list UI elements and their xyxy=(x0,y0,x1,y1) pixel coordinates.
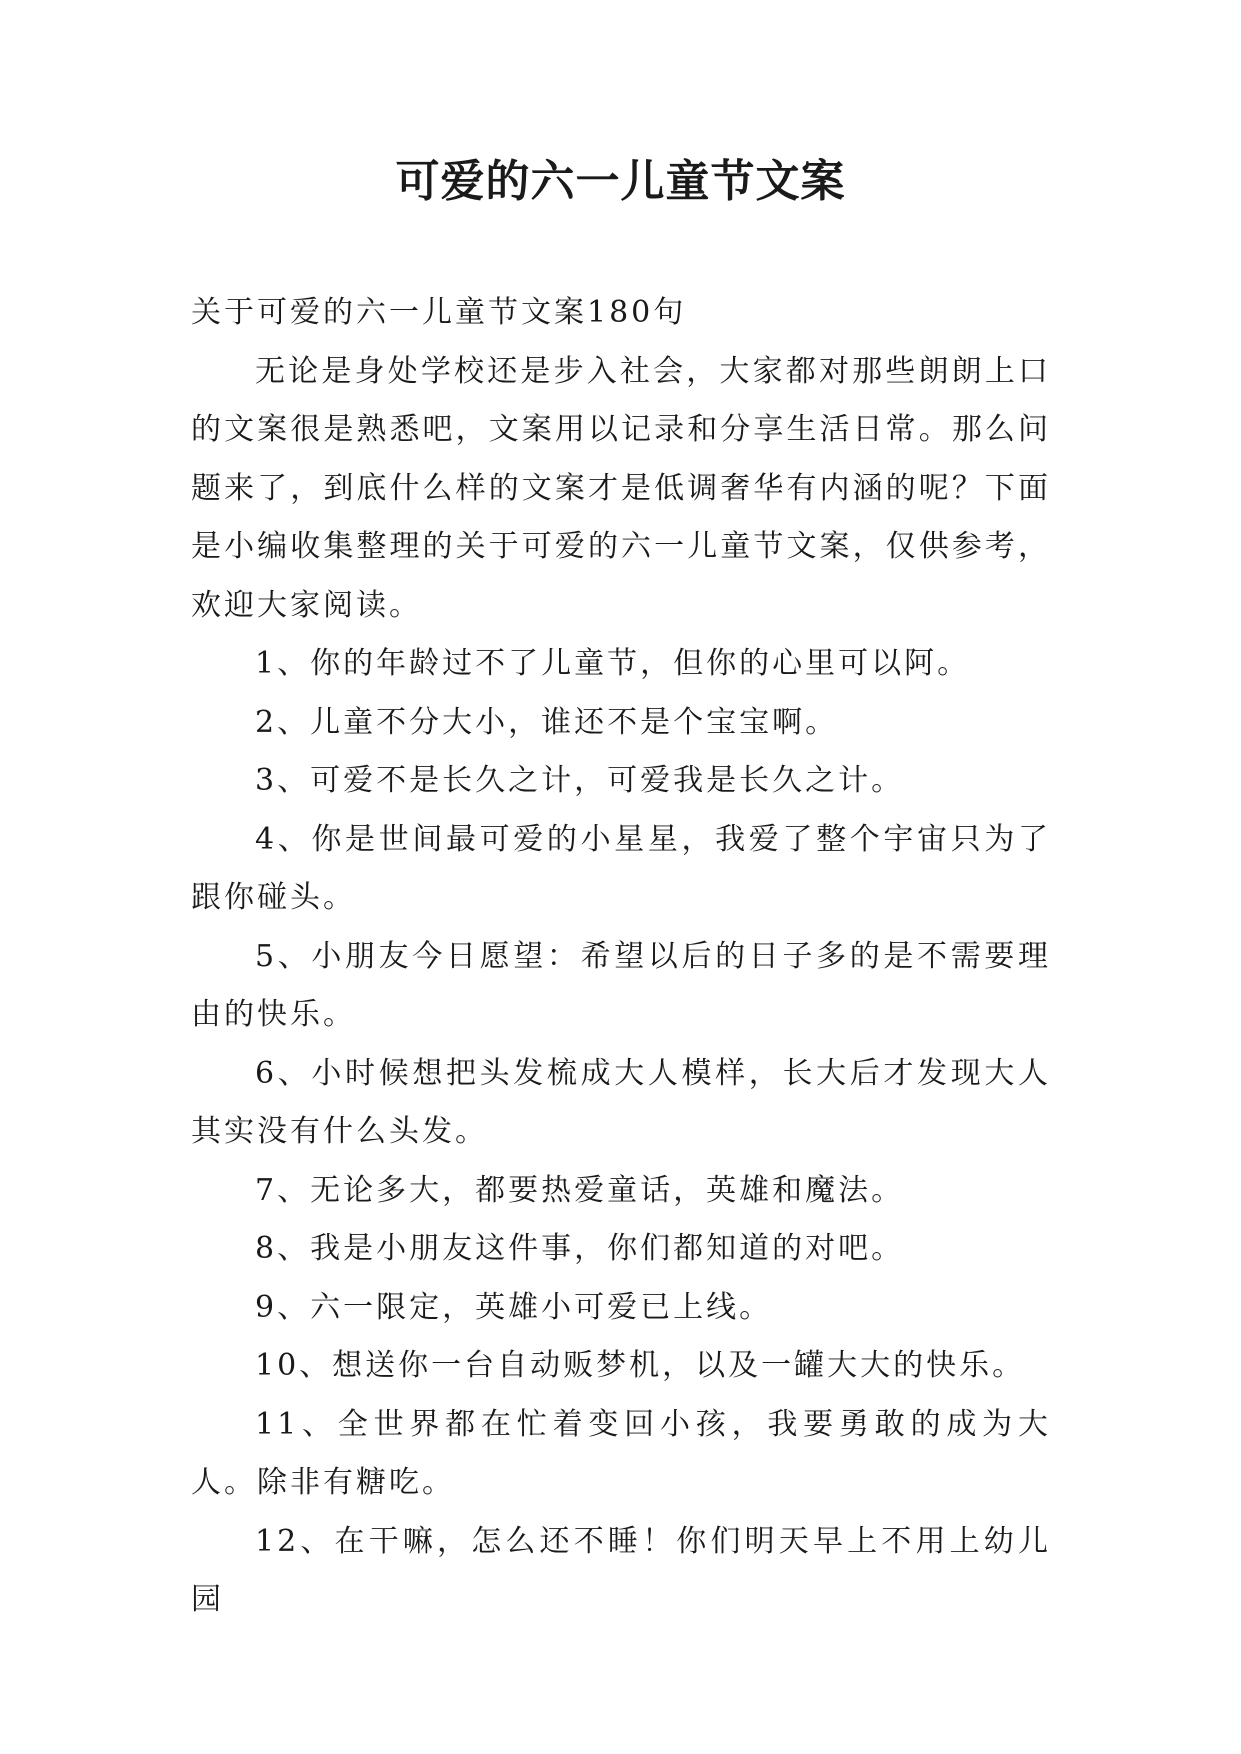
list-item: 10、想送你一台自动贩梦机，以及一罐大大的快乐。 xyxy=(255,1348,1026,1383)
document-title: 可爱的六一儿童节文案 xyxy=(395,156,846,207)
list-item: 5、小朋友今日愿望：希望以后的日子多的是不需要理由的快乐。 xyxy=(191,938,1051,1032)
list-item: 12、在干嘛，怎么还不睡！你们明天早上不用上幼儿园 xyxy=(191,1523,1051,1617)
list-item: 1、你的年龄过不了儿童节，但你的心里可以阿。 xyxy=(255,646,971,681)
document-body xyxy=(191,284,1051,1630)
list-item: 11、全世界都在忙着变回小孩，我要勇敢的成为大人。除非有糖吃。 xyxy=(191,1406,1051,1500)
intro-paragraph: 无论是身处学校还是步入社会，大家都对那些朗朗上口的文案很是熟悉吧，文案用以记录和分享生活日常。那么问题来了，到底什么样的文案才是低调奢华有内涵的呢？下面是小编收集整理的关于可爱的六一儿童节文案，仅供参考，欢迎大家阅读。 xyxy=(191,353,1051,623)
list-item: 8、我是小朋友这件事，你们都知道的对吧。 xyxy=(255,1231,905,1266)
list-item: 9、六一限定，英雄小可爱已上线。 xyxy=(255,1289,773,1325)
list-item: 4、你是世间最可爱的小星星，我爱了整个宇宙只为了跟你碰头。 xyxy=(191,821,1051,915)
list-item: 3、可爱不是长久之计，可爱我是长久之计。 xyxy=(255,763,905,798)
list-item: 7、无论多大，都要热爱童话，英雄和魔法。 xyxy=(255,1172,905,1208)
document-subtitle: 关于可爱的六一儿童节文案180句 xyxy=(191,295,687,330)
list-item: 6、小时候想把头发梳成大人模样，长大后才发现大人其实没有什么头发。 xyxy=(191,1055,1051,1149)
list-item: 2、儿童不分大小，谁还不是个宝宝啊。 xyxy=(255,704,839,740)
